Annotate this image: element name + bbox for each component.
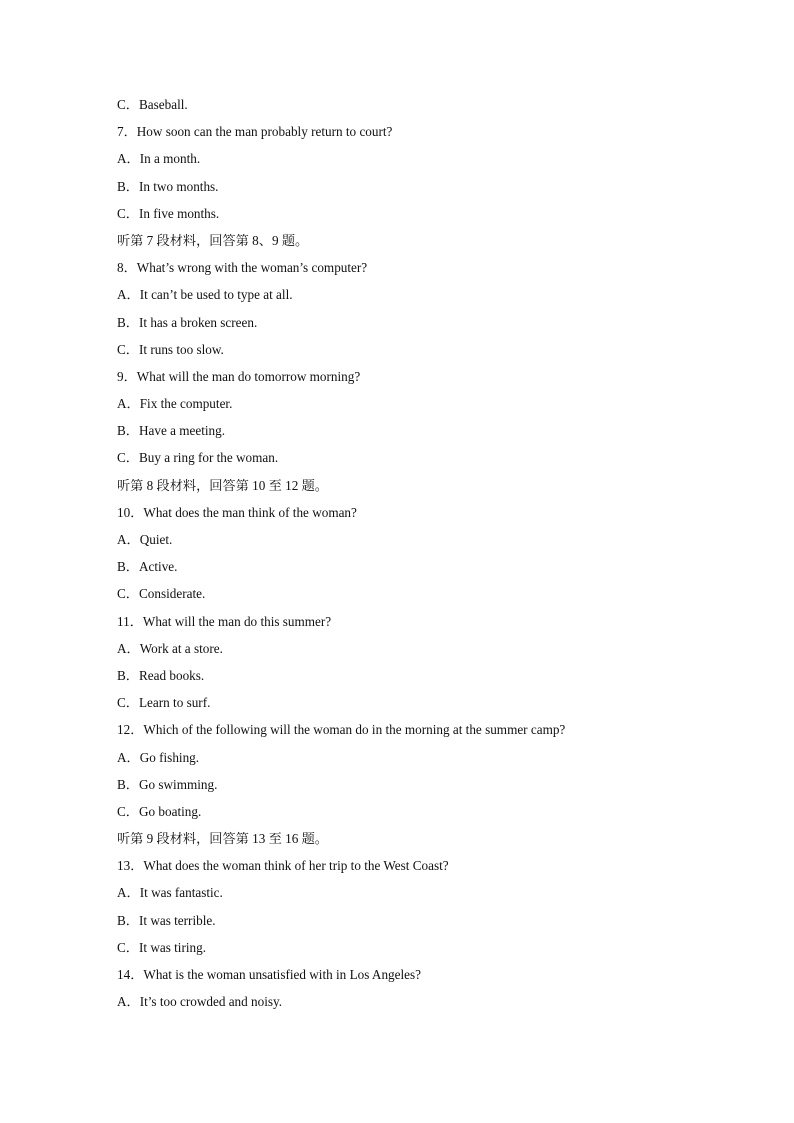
section-heading-9: 听第 9 段材料，回答第 13 至 16 题。 — [117, 831, 328, 847]
option-q13-b: B．It was terrible. — [117, 912, 216, 928]
option-q11-a: A．Work at a store. — [117, 640, 223, 656]
option-q7-c: C．In five months. — [117, 205, 220, 221]
option-q8-c: C．It runs too slow. — [117, 341, 224, 357]
question-13: 13．What does the woman think of her trip to the West Coast? — [117, 858, 449, 874]
option-q14-a: A．It’s too crowded and noisy. — [117, 994, 283, 1010]
option-q6-c: C．Baseball. — [117, 97, 188, 112]
option-q12-c: C．Go boating. — [117, 803, 202, 819]
option-q13-a: A．It was fantastic. — [117, 885, 223, 901]
option-q12-a: A．Go fishing. — [117, 749, 200, 765]
option-q11-c: C．Learn to surf. — [117, 695, 211, 711]
option-q8-b: B．It has a broken screen. — [117, 314, 258, 330]
question-8: 8．What’s wrong with the woman’s computer? — [117, 260, 368, 276]
question-7: 7．How soon can the man probably return to court? — [117, 124, 393, 140]
question-12: 12．Which of the following will the woman do in the morning at the summer camp? — [117, 722, 566, 738]
option-q10-a: A．Quiet. — [117, 532, 173, 547]
question-10: 10．What does the man think of the woman? — [117, 504, 357, 520]
option-q8-a: A．It can’t be used to type at all. — [117, 287, 293, 303]
option-q9-b: B．Have a meeting. — [117, 423, 226, 439]
option-q9-c: C．Buy a ring for the woman. — [117, 450, 279, 466]
document-text-block — [117, 94, 717, 1018]
question-9: 9．What will the man do tomorrow morning? — [117, 368, 361, 384]
section-heading-7: 听第 7 段材料，回答第 8、9 题。 — [117, 232, 309, 248]
section-heading-8: 听第 8 段材料，回答第 10 至 12 题。 — [117, 477, 328, 493]
option-q10-b: B．Active. — [117, 559, 178, 575]
question-11: 11．What will the man do this summer? — [117, 613, 332, 629]
option-q13-c: C．It was tiring. — [117, 939, 207, 955]
option-q9-a: A．Fix the computer. — [117, 396, 233, 412]
question-14: 14．What is the woman unsatisfied with in Los Angeles? — [117, 967, 421, 982]
option-q12-b: B．Go swimming. — [117, 776, 218, 792]
option-q11-b: B．Read books. — [117, 667, 205, 683]
option-q7-a: A．In a month. — [117, 151, 201, 167]
option-q10-c: C．Considerate. — [117, 586, 206, 602]
option-q7-b: B．In two months. — [117, 178, 219, 194]
